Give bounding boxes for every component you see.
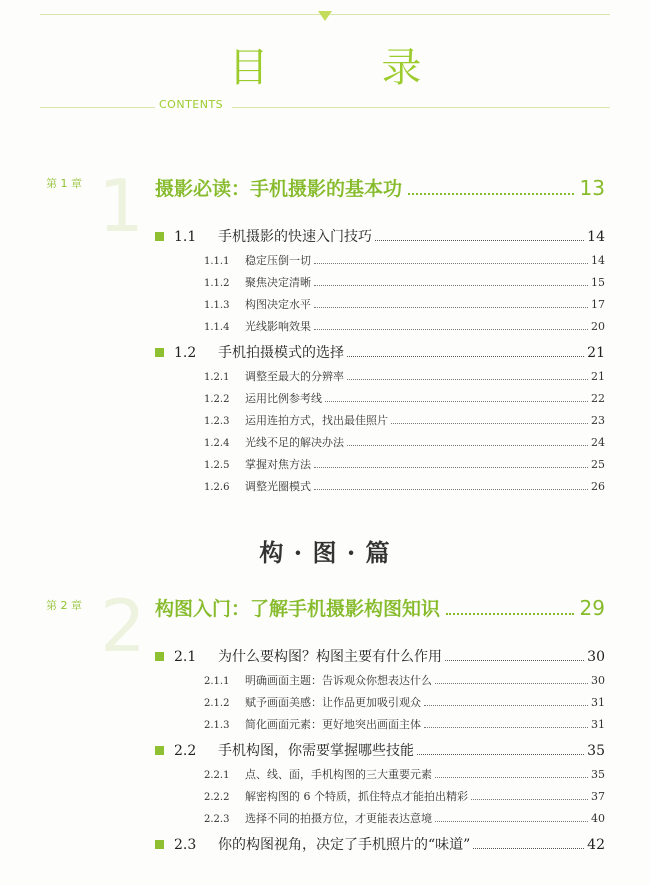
section-page: 14 — [587, 229, 605, 245]
subsection-number: 1.1.1 — [204, 256, 230, 267]
dot-leader — [445, 660, 584, 661]
section-2-2[interactable] — [155, 740, 605, 760]
dot-leader — [471, 799, 588, 800]
subsection-1-2-5[interactable] — [204, 456, 605, 472]
subsection-page: 14 — [591, 254, 605, 267]
subsection-number: 2.2.3 — [204, 814, 230, 825]
subsection-1-2-2[interactable] — [204, 390, 605, 406]
subsection-number: 1.1.3 — [204, 300, 230, 311]
section-1-2[interactable] — [155, 342, 605, 362]
green-square-bullet — [155, 348, 164, 357]
chapter-1-title: 摄影必读：手机摄影的基本功 — [155, 178, 403, 200]
chapter-2-page: 29 — [579, 596, 605, 620]
subsection-1-2-6[interactable] — [204, 478, 605, 494]
subsection-page: 22 — [591, 392, 605, 405]
section-page: 30 — [587, 649, 605, 665]
section-title: 你的构图视角，决定了手机照片的“味道” — [218, 837, 471, 853]
chapter-1-title-link[interactable] — [155, 174, 605, 201]
chapter-2-title: 构图入门：了解手机摄影构图知识 — [155, 598, 441, 620]
dot-leader — [391, 423, 588, 424]
dot-leader — [435, 683, 588, 684]
subsection-title: 赋予画面美感：让作品更加吸引观众 — [245, 696, 421, 709]
dot-leader — [408, 193, 574, 195]
dot-leader — [446, 613, 574, 615]
dot-leader — [347, 379, 588, 380]
green-square-bullet — [155, 232, 164, 241]
dot-leader — [435, 777, 588, 778]
section-2-1[interactable] — [155, 646, 605, 666]
subsection-title: 光线不足的解决办法 — [245, 436, 344, 449]
subsection-number: 1.1.2 — [204, 278, 230, 289]
contents-rule-right — [232, 107, 610, 108]
subsection-title: 构图决定水平 — [245, 298, 311, 311]
subsection-title: 明确画面主题：告诉观众你想表达什么 — [245, 674, 432, 687]
subsection-page: 31 — [591, 696, 605, 709]
subsection-page: 35 — [591, 768, 605, 781]
green-square-bullet — [155, 652, 164, 661]
subsection-page: 21 — [591, 370, 605, 383]
dot-leader — [347, 356, 584, 357]
section-title: 手机构图，你需要掌握哪些技能 — [218, 743, 414, 759]
subsection-title: 光线影响效果 — [245, 320, 311, 333]
subsection-1-2-1[interactable] — [204, 368, 605, 384]
chapter-1-page: 13 — [579, 176, 605, 200]
subsection-title: 选择不同的拍摄方位，才更能表达意境 — [245, 812, 432, 825]
green-square-bullet — [155, 840, 164, 849]
subsection-1-1-2[interactable] — [204, 274, 605, 290]
chapter-2-label: 第 2 章 — [46, 599, 82, 612]
subsection-2-2-1[interactable] — [204, 766, 605, 782]
subsection-2-2-2[interactable] — [204, 788, 605, 804]
dot-leader — [347, 445, 588, 446]
subsection-1-1-4[interactable] — [204, 318, 605, 334]
dot-leader — [424, 705, 588, 706]
section-page: 21 — [587, 345, 605, 361]
contents-label: CONTENTS — [155, 98, 227, 111]
subsection-title: 运用比例参考线 — [245, 392, 322, 405]
section-title: 手机摄影的快速入门技巧 — [218, 229, 372, 245]
subsection-title: 调整光圈模式 — [245, 480, 311, 493]
subsection-number: 1.2.3 — [204, 416, 230, 427]
subsection-2-1-1[interactable] — [204, 672, 605, 688]
dot-leader — [435, 821, 588, 822]
subsection-1-2-3[interactable] — [204, 412, 605, 428]
subsection-number: 2.1.1 — [204, 676, 230, 687]
subsection-2-1-3[interactable] — [204, 716, 605, 732]
subsection-page: 17 — [591, 298, 605, 311]
section-number: 2.1 — [174, 649, 197, 665]
subsection-title: 掌握对焦方法 — [245, 458, 311, 471]
subsection-number: 2.1.3 — [204, 720, 230, 731]
green-square-bullet — [155, 746, 164, 755]
subsection-page: 37 — [591, 790, 605, 803]
section-page: 35 — [587, 743, 605, 759]
section-title: 手机拍摄模式的选择 — [218, 345, 344, 361]
subsection-title: 稳定压倒一切 — [245, 254, 311, 267]
dot-leader — [314, 489, 588, 490]
subsection-2-2-3[interactable] — [204, 810, 605, 826]
part-title: 构 · 图 · 篇 — [259, 538, 391, 567]
subsection-number: 1.2.5 — [204, 460, 230, 471]
subsection-page: 15 — [591, 276, 605, 289]
subsection-number: 1.2.6 — [204, 482, 230, 493]
chapter-1-big-number: 1 — [98, 164, 144, 248]
page-title: 目 录 — [228, 45, 472, 91]
section-2-3[interactable] — [155, 834, 605, 854]
subsection-number: 2.2.2 — [204, 792, 230, 803]
subsection-page: 24 — [591, 436, 605, 449]
subsection-title: 解密构图的 6 个特质，抓住特点才能拍出精彩 — [245, 790, 468, 803]
subsection-1-1-1[interactable] — [204, 252, 605, 268]
top-triangle-ornament — [318, 11, 332, 21]
subsection-number: 1.2.1 — [204, 372, 230, 383]
section-number: 1.1 — [174, 229, 197, 245]
dot-leader — [314, 285, 588, 286]
subsection-page: 26 — [591, 480, 605, 493]
subsection-2-1-2[interactable] — [204, 694, 605, 710]
subsection-number: 1.2.4 — [204, 438, 230, 449]
subsection-page: 25 — [591, 458, 605, 471]
subsection-1-2-4[interactable] — [204, 434, 605, 450]
subsection-number: 2.2.1 — [204, 770, 230, 781]
subsection-page: 20 — [591, 320, 605, 333]
dot-leader — [314, 467, 588, 468]
subsection-title: 点、线、面，手机构图的三大重要元素 — [245, 768, 432, 781]
dot-leader — [325, 401, 588, 402]
subsection-number: 1.1.4 — [204, 322, 230, 333]
dot-leader — [314, 329, 588, 330]
subsection-page: 40 — [591, 812, 605, 825]
dot-leader — [473, 848, 584, 849]
subsection-number: 1.2.2 — [204, 394, 230, 405]
dot-leader — [314, 307, 588, 308]
subsection-title: 运用连拍方式，找出最佳照片 — [245, 414, 388, 427]
section-number: 2.2 — [174, 743, 197, 759]
section-title: 为什么要构图？构图主要有什么作用 — [218, 649, 442, 665]
section-1-1[interactable] — [155, 226, 605, 246]
section-number: 2.3 — [174, 837, 197, 853]
subsection-page: 23 — [591, 414, 605, 427]
subsection-number: 2.1.2 — [204, 698, 230, 709]
subsection-title: 调整至最大的分辨率 — [245, 370, 344, 383]
dot-leader — [424, 727, 588, 728]
subsection-page: 31 — [591, 718, 605, 731]
chapter-1-label: 第 1 章 — [46, 177, 82, 190]
dot-leader — [417, 754, 584, 755]
subsection-page: 30 — [591, 674, 605, 687]
dot-leader — [375, 240, 584, 241]
chapter-2-title-link[interactable] — [155, 594, 605, 621]
subsection-title: 聚焦决定清晰 — [245, 276, 311, 289]
contents-rule-left — [40, 107, 155, 108]
section-page: 42 — [587, 837, 605, 853]
dot-leader — [314, 263, 588, 264]
chapter-2-big-number: 2 — [100, 584, 146, 668]
section-number: 1.2 — [174, 345, 197, 361]
subsection-title: 简化画面元素：更好地突出画面主体 — [245, 718, 421, 731]
subsection-1-1-3[interactable] — [204, 296, 605, 312]
